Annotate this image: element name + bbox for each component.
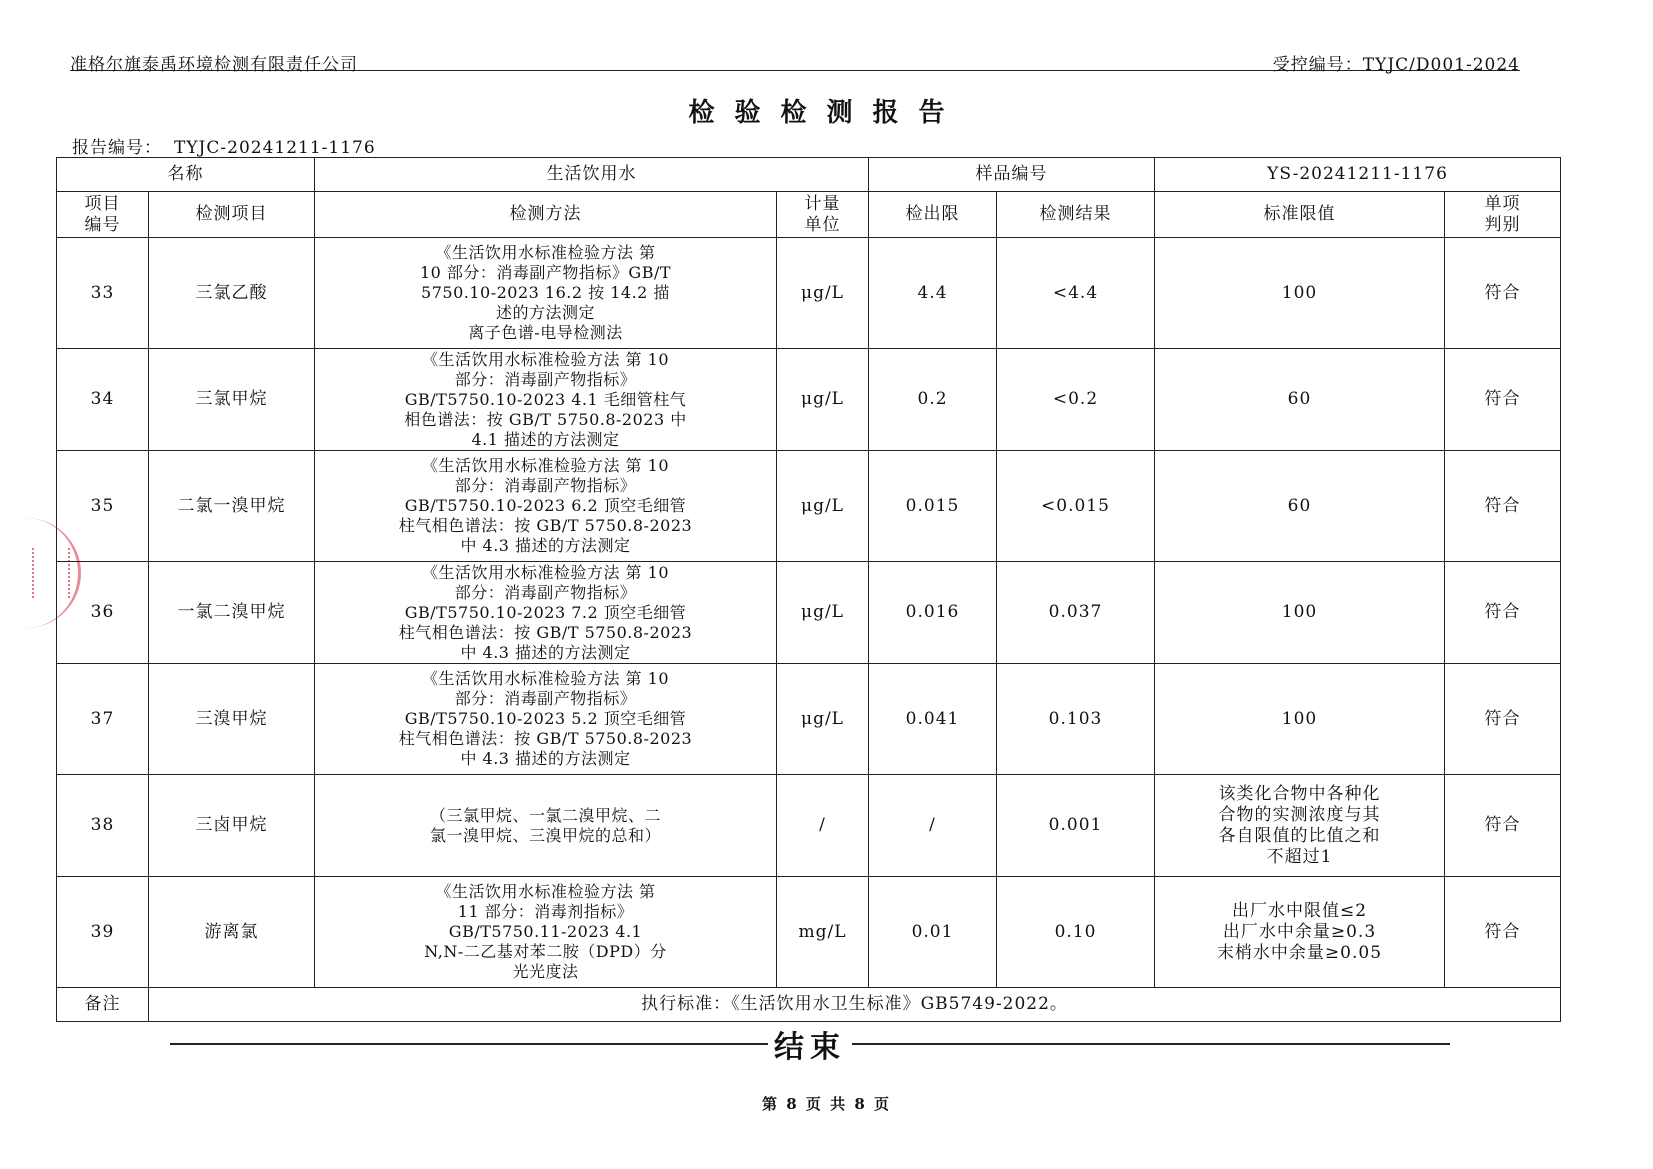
method-line: 光光度法 [512,962,579,981]
unit-cell: / [777,775,869,877]
method-line: GB/T5750.11-2023 4.1 [448,922,643,941]
method-line: 述的方法测定 [495,303,595,322]
method-line: 相色谱法：按 GB/T 5750.8-2023 中 [404,409,687,429]
unit-cell: μg/L [777,562,869,664]
judge-cell: 符合 [1445,775,1561,877]
item-name: 三溴甲烷 [149,664,315,775]
item-name: 三卤甲烷 [149,775,315,877]
table-row [57,451,1561,562]
method-line: 《生活饮用水标准检验方法 第 10 [421,669,670,688]
standard-line: 不超过1 [1266,846,1333,867]
method-line: 10 部分：消毒副产物指标》GB/T [419,263,672,282]
col-judge: 单项 判别 [1445,192,1561,238]
company-name: 准格尔旗泰禹环境检测有限责任公司 [70,55,358,75]
judge-cell: 符合 [1445,238,1561,349]
method-line: 离子色谱-电导检测法 [468,323,623,342]
method-cell [315,238,777,349]
standard-line: 100 [1281,282,1318,303]
document-title: 检验检测报告 [688,98,965,128]
standard-cell [1155,238,1445,349]
report-number [72,133,388,158]
standard-cell [1155,877,1445,988]
standard-line: 出厂水中余量≥0.3 [1222,921,1377,942]
end-marker [170,1022,1450,1066]
result-cell: 0.103 [997,664,1155,775]
method-line: 中 4.3 描述的方法测定 [460,642,631,662]
method-line: 部分：消毒副产物指标》 [454,689,637,708]
standard-cell [1155,664,1445,775]
item-name: 一氯二溴甲烷 [149,562,315,664]
report-number-value: TYJC-20241211-1176 [174,138,376,158]
standard-line: 100 [1281,708,1318,729]
col-standard: 标准限值 [1155,192,1445,238]
table-row [57,238,1561,349]
result-cell: 0.10 [997,877,1155,988]
sample-value: YS-20241211-1176 [1155,158,1561,192]
standard-cell [1155,451,1445,562]
col-method: 检测方法 [315,192,777,238]
method-cell [315,775,777,877]
col-detect-limit: 检出限 [869,192,997,238]
name-value: 生活饮用水 [315,158,869,192]
item-no: 36 [57,562,149,664]
detect-limit-cell: 4.4 [869,238,997,349]
judge-cell: 符合 [1445,451,1561,562]
standard-line: 各自限值的比值之和 [1218,825,1381,846]
judge-cell: 符合 [1445,349,1561,451]
col-unit: 计量 单位 [777,192,869,238]
standard-line: 60 [1287,389,1312,409]
column-header-row [57,192,1561,238]
method-cell [315,451,777,562]
detect-limit-cell: 0.2 [869,349,997,451]
result-cell: 0.001 [997,775,1155,877]
item-no: 37 [57,664,149,775]
method-line: 5750.10-2023 16.2 按 14.2 描 [421,283,670,302]
detect-limit-cell: 0.041 [869,664,997,775]
method-line: （三氯甲烷、一氯二溴甲烷、二 [429,805,661,825]
standard-cell [1155,775,1445,877]
method-line: 部分：消毒副产物指标》 [454,369,637,389]
end-text: 结束 [774,1030,846,1065]
standard-cell [1155,349,1445,451]
unit-cell: mg/L [777,877,869,988]
remarks-label: 备注 [57,988,149,1022]
sample-label: 样品编号 [869,158,1155,192]
end-dash-right [852,1043,1450,1045]
col-item: 检测项目 [149,192,315,238]
table-row [57,562,1561,664]
unit-cell: μg/L [777,664,869,775]
name-label: 名称 [57,158,315,192]
result-cell: <0.015 [997,451,1155,562]
page-footer: 第 8 页 共 8 页 [762,1095,891,1113]
judge-cell: 符合 [1445,877,1561,988]
method-cell [315,349,777,451]
detect-limit-cell: 0.01 [869,877,997,988]
col-result: 检测结果 [997,192,1155,238]
col-item-no: 项目 编号 [57,192,149,238]
method-line: 柱气相色谱法：按 GB/T 5750.8-2023 [398,622,693,642]
method-line: 《生活饮用水标准检验方法 第 10 [421,562,670,582]
method-line: 4.1 描述的方法测定 [471,429,620,449]
method-line: 柱气相色谱法：按 GB/T 5750.8-2023 [398,516,693,535]
end-dash-left [170,1043,768,1045]
item-no: 33 [57,238,149,349]
standard-line: 合物的实测浓度与其 [1218,804,1381,825]
detect-limit-cell: 0.016 [869,562,997,664]
detect-limit-cell: / [869,775,997,877]
control-number-label: 受控编号： [1272,55,1363,75]
method-line: 中 4.3 描述的方法测定 [460,536,631,555]
method-line: 《生活饮用水标准检验方法 第 [435,243,656,262]
result-cell: 0.037 [997,562,1155,664]
method-line: 中 4.3 描述的方法测定 [460,749,631,768]
item-no: 34 [57,349,149,451]
result-cell: <0.2 [997,349,1155,451]
method-line: N,N-二乙基对苯二胺（DPD）分 [424,942,667,961]
method-line: GB/T5750.10-2023 4.1 毛细管柱气 [404,389,687,409]
method-line: 11 部分：消毒剂指标》 [457,902,634,921]
table-top-row [57,158,1561,192]
item-name: 二氯一溴甲烷 [149,451,315,562]
page-header [70,50,1520,75]
detect-limit-cell: 0.015 [869,451,997,562]
method-line: 部分：消毒副产物指标》 [454,582,637,602]
item-name: 三氯乙酸 [149,238,315,349]
method-cell [315,877,777,988]
item-name: 三氯甲烷 [149,349,315,451]
control-number-value: TYJC/D001-2024 [1362,55,1520,75]
method-line: 《生活饮用水标准检验方法 第 [435,882,656,901]
method-line: 柱气相色谱法：按 GB/T 5750.8-2023 [398,729,693,748]
method-line: 《生活饮用水标准检验方法 第 10 [421,456,670,475]
method-line: GB/T5750.10-2023 7.2 顶空毛细管 [404,602,687,622]
table-row [57,877,1561,988]
result-cell: <4.4 [997,238,1155,349]
item-no: 35 [57,451,149,562]
table-row [57,775,1561,877]
item-no: 38 [57,775,149,877]
standard-line: 该类化合物中各种化 [1218,783,1381,804]
judge-cell: 符合 [1445,664,1561,775]
judge-cell: 符合 [1445,562,1561,664]
standard-line: 100 [1281,602,1318,622]
control-number [1273,50,1520,75]
method-line: GB/T5750.10-2023 6.2 顶空毛细管 [404,496,687,515]
remarks-text: 执行标准：《生活饮用水卫生标准》GB5749-2022。 [149,988,1561,1022]
unit-cell: μg/L [777,349,869,451]
unit-cell: μg/L [777,238,869,349]
standard-line: 末梢水中余量≥0.05 [1216,942,1383,963]
method-line: 氯一溴甲烷、三溴甲烷的总和） [429,825,661,845]
table-row [57,349,1561,451]
standard-line: 60 [1287,495,1312,516]
standard-line: 出厂水中限值≤2 [1231,900,1368,921]
unit-cell: μg/L [777,451,869,562]
method-cell [315,562,777,664]
method-line: 《生活饮用水标准检验方法 第 10 [421,349,670,369]
table-row [57,664,1561,775]
method-line: 部分：消毒副产物指标》 [454,476,637,495]
method-cell [315,664,777,775]
item-no: 39 [57,877,149,988]
report-number-label: 报告编号： [72,138,162,158]
standard-cell [1155,562,1445,664]
item-name: 游离氯 [149,877,315,988]
method-line: GB/T5750.10-2023 5.2 顶空毛细管 [404,709,687,728]
test-results-table [56,157,1561,1022]
remarks-row [57,988,1561,1022]
